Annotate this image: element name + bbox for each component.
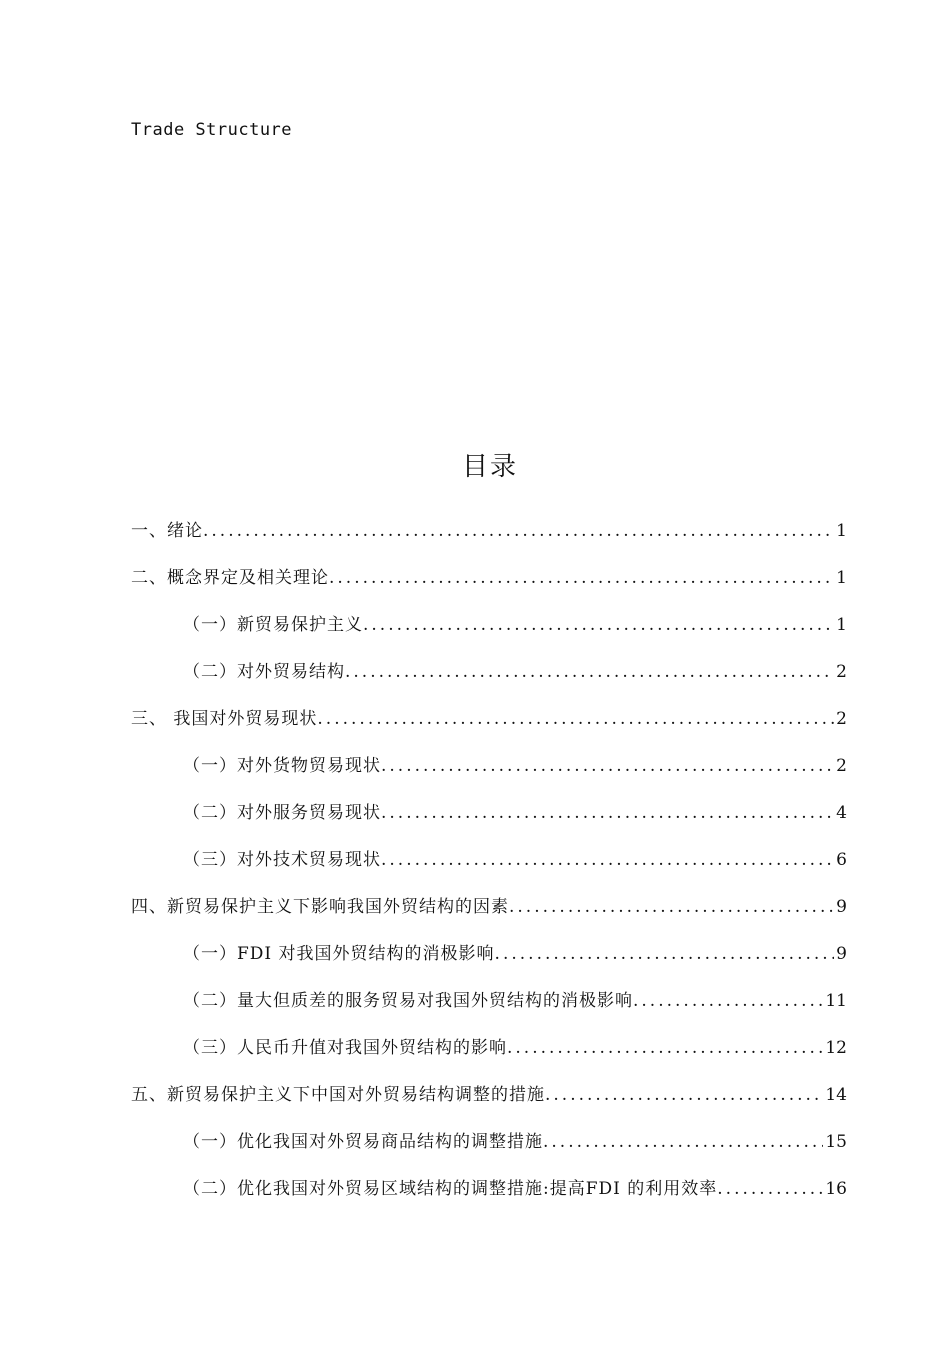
toc-title: 目录: [461, 452, 518, 482]
keywords-line: Trade Structure: [131, 120, 293, 140]
toc-entry-page: 1: [836, 568, 847, 588]
toc-dot-leader: [381, 803, 834, 823]
toc-entry[interactable]: [131, 657, 847, 704]
toc-dot-leader: [495, 944, 835, 964]
toc-entry[interactable]: [131, 1174, 847, 1221]
toc-dot-leader: [381, 850, 834, 870]
toc-entry[interactable]: [131, 1033, 847, 1080]
toc-entry-page: 9: [836, 944, 847, 964]
toc-entry-label: （一）对外货物贸易现状: [183, 756, 381, 776]
toc-entry-label: （三）对外技术贸易现状: [183, 850, 381, 870]
toc-dot-leader: [203, 521, 834, 541]
toc-entry-page: 14: [825, 1085, 847, 1105]
toc-dot-leader: [545, 1085, 823, 1105]
toc-entry-page: 9: [836, 897, 847, 917]
toc-entry[interactable]: [131, 751, 847, 798]
toc-entry-label: （一）新贸易保护主义: [183, 615, 363, 635]
toc-entry[interactable]: [131, 516, 847, 563]
toc-entry-page: 2: [836, 662, 847, 682]
toc-entry-label: （二）量大但质差的服务贸易对我国外贸结构的消极影响: [183, 991, 633, 1011]
toc-entry-page: 4: [836, 803, 847, 823]
toc-entry-label: （一）优化我国对外贸易商品结构的调整措施: [183, 1132, 543, 1152]
toc-entry-label: 一、绪论: [131, 521, 203, 541]
toc-dot-leader: [633, 991, 823, 1011]
toc-entry-page: 1: [836, 521, 847, 541]
toc-entry[interactable]: [131, 939, 847, 986]
toc-entry-page: 11: [825, 991, 847, 1011]
toc-entry-label: （二）优化我国对外贸易区域结构的调整措施:提高FDI 的利用效率: [183, 1179, 718, 1199]
toc-entry-page: 1: [836, 615, 847, 635]
toc-dot-leader: [509, 897, 834, 917]
toc-dot-leader: [329, 568, 834, 588]
toc-dot-leader: [345, 662, 834, 682]
toc-entry[interactable]: [131, 986, 847, 1033]
toc-entry-page: 16: [825, 1179, 847, 1199]
toc-entry[interactable]: [131, 704, 847, 751]
toc-entry[interactable]: [131, 892, 847, 939]
toc-entry-page: 6: [836, 850, 847, 870]
toc-entry-label: 三、 我国对外贸易现状: [131, 709, 318, 729]
toc-entry-label: 四、新贸易保护主义下影响我国外贸结构的因素: [131, 897, 509, 917]
toc-entry[interactable]: [131, 1127, 847, 1174]
toc-entry[interactable]: [131, 610, 847, 657]
toc-entry[interactable]: [131, 563, 847, 610]
toc-dot-leader: [543, 1132, 823, 1152]
toc-entry[interactable]: [131, 845, 847, 892]
toc-entry-page: 12: [825, 1038, 847, 1058]
toc-entry-page: 15: [825, 1132, 847, 1152]
toc-entry-label: 五、新贸易保护主义下中国对外贸易结构调整的措施: [131, 1085, 545, 1105]
toc-entry[interactable]: [131, 798, 847, 845]
toc-entry-label: 二、概念界定及相关理论: [131, 568, 329, 588]
toc-dot-leader: [363, 615, 834, 635]
toc-dot-leader: [507, 1038, 823, 1058]
toc-entry-label: （一）FDI 对我国外贸结构的消极影响: [183, 944, 495, 964]
toc-entry-page: 2: [836, 709, 847, 729]
toc-entry[interactable]: [131, 1080, 847, 1127]
toc-dot-leader: [317, 709, 834, 729]
toc-entry-label: （三）人民币升值对我国外贸结构的影响: [183, 1038, 507, 1058]
toc-entry-label: （二）对外贸易结构: [183, 662, 345, 682]
toc-entry-page: 2: [836, 756, 847, 776]
table-of-contents: [131, 516, 847, 1221]
toc-dot-leader: [717, 1179, 823, 1199]
toc-entry-label: （二）对外服务贸易现状: [183, 803, 381, 823]
toc-dot-leader: [381, 756, 834, 776]
